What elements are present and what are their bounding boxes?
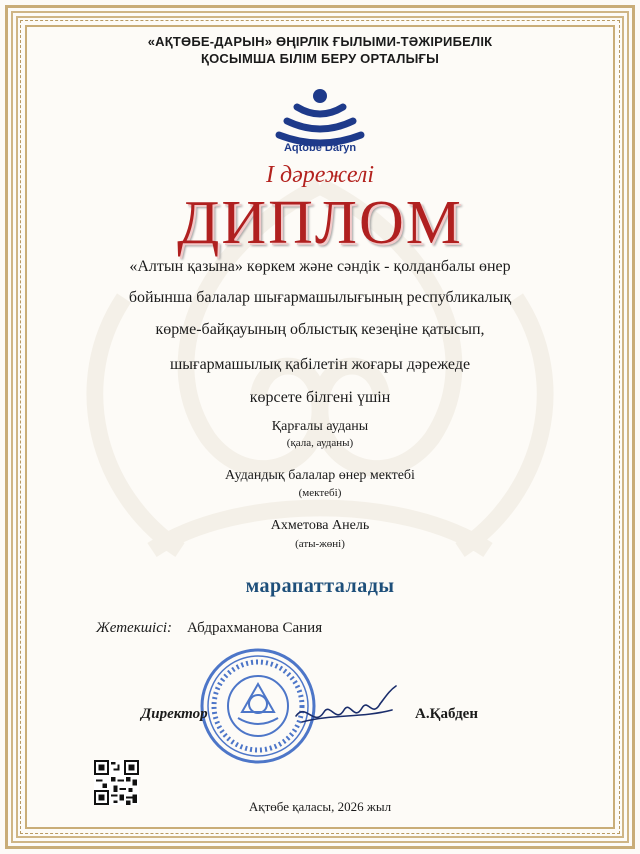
citation-line-4: шығармашылық қабілетін жоғары дәрежеде (169, 356, 471, 373)
citation-line-3: көрме-байқауының облыстық кезеңіне қатысып, (155, 321, 485, 338)
degree-label: I дәрежелі (265, 162, 375, 188)
awarded-text: марапатталады (245, 575, 395, 597)
student-name-hint: (аты-жөні) (295, 538, 345, 550)
school-value: Аудандық балалар өнер мектебі (225, 468, 415, 483)
leader-name: Абдрахманова Сания (187, 620, 323, 636)
logo-text: Aqtöbe Daryn (283, 142, 357, 154)
district-hint: (қала, ауданы) (286, 437, 354, 449)
district-value: Қарғалы ауданы (271, 419, 369, 434)
organization-line-2: ҚОСЫМША БІЛІМ БЕРУ ОРТАЛЫҒЫ (200, 51, 440, 66)
organization-line-1: «АҚТӨБЕ-ДАРЫН» ӨҢІРЛІК ҒЫЛЫМИ-ТӘЖІРИБЕЛІК (147, 34, 493, 49)
footer-place-year: Ақтөбе қаласы, 2026 жыл (248, 799, 392, 814)
director-label: Директор (141, 706, 208, 722)
leader-label: Жетекшісі: (96, 620, 173, 636)
handwritten-signature (292, 684, 402, 734)
citation-line-2: бойынша балалар шығармашылығының республикалық (128, 289, 512, 306)
citation-line-1: «Алтын қазына» көркем және сәндік - қолданбалы өнер (129, 258, 511, 275)
citation-line-5: көрсете білгені үшін (249, 389, 391, 406)
director-name: А.Қабден (415, 706, 478, 722)
diploma-title: ДИПЛОМ (177, 189, 463, 257)
student-name: Ахметова Анель (270, 518, 370, 533)
school-hint: (мектебі) (298, 487, 342, 499)
